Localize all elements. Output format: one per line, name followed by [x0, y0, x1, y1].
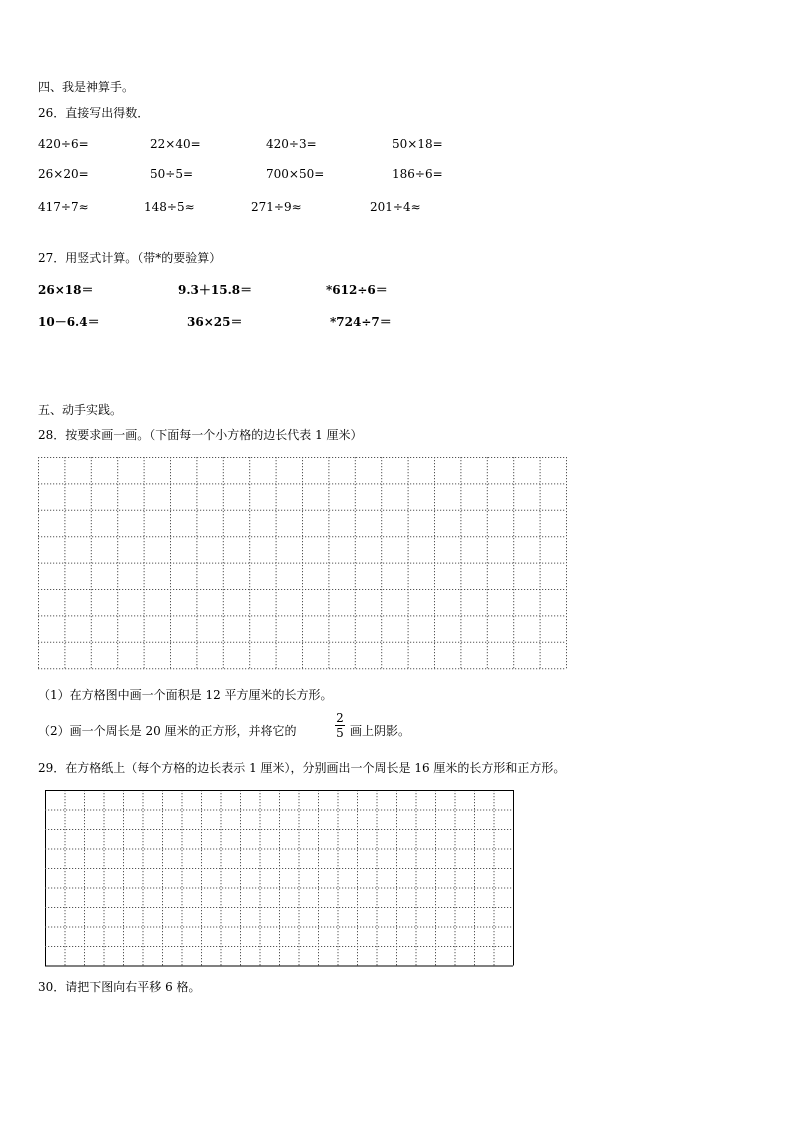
q26-expr: 700×50= — [266, 167, 325, 181]
q26-expr: 22×40= — [150, 137, 201, 151]
q26-expr: 148÷5≈ — [144, 200, 195, 214]
q27-expr: *612÷6＝ — [326, 283, 388, 297]
fraction-numerator: 2 — [336, 711, 344, 725]
q26-expr: 50×18= — [392, 137, 443, 151]
fraction-denominator: 5 — [336, 726, 344, 740]
q26-expr: 420÷6= — [38, 137, 89, 151]
q27-expr: 26×18＝ — [38, 283, 94, 297]
q26-expr: 201÷4≈ — [370, 200, 421, 214]
q26-expr: 50÷5= — [150, 167, 194, 181]
q27-title: 27．用竖式计算。（带*的要验算） — [38, 251, 222, 265]
q28-title: 28．按要求画一画。（下面每一个小方格的边长代表 1 厘米） — [38, 428, 363, 442]
fraction-two-fifths — [334, 712, 346, 739]
q27-expr: 9.3＋15.8＝ — [178, 283, 253, 297]
q26-expr: 186÷6= — [392, 167, 443, 181]
q26-expr: 26×20= — [38, 167, 89, 181]
q26-expr: 271÷9≈ — [251, 200, 302, 214]
q28-part2-end: 画上阴影。 — [350, 724, 411, 738]
section5-heading: 五、动手实践。 — [38, 403, 123, 417]
section4-heading: 四、我是神算手。 — [38, 80, 135, 94]
q28-part2-text: （2）画一个周长是 20 厘米的正方形，并将它的 — [38, 724, 297, 738]
q28-part1: （1）在方格图中画一个面积是 12 平方厘米的长方形。 — [38, 688, 333, 702]
q26-expr: 417÷7≈ — [38, 200, 89, 214]
q29-title: 29．在方格纸上（每个方格的边长表示 1 厘米），分别画出一个周长是 16 厘米的长方形和正方形。 — [38, 761, 566, 775]
q26-title: 26．直接写出得数． — [38, 106, 150, 120]
q27-expr: 10－6.4＝ — [38, 315, 100, 329]
q27-expr: 36×25＝ — [187, 315, 243, 329]
q28-grid[interactable] — [38, 457, 567, 669]
q27-expr: *724÷7＝ — [330, 315, 392, 329]
q26-expr: 420÷3= — [266, 137, 317, 151]
q30-title: 30．请把下图向右平移 6 格。 — [38, 980, 201, 994]
q29-grid[interactable] — [45, 790, 514, 966]
